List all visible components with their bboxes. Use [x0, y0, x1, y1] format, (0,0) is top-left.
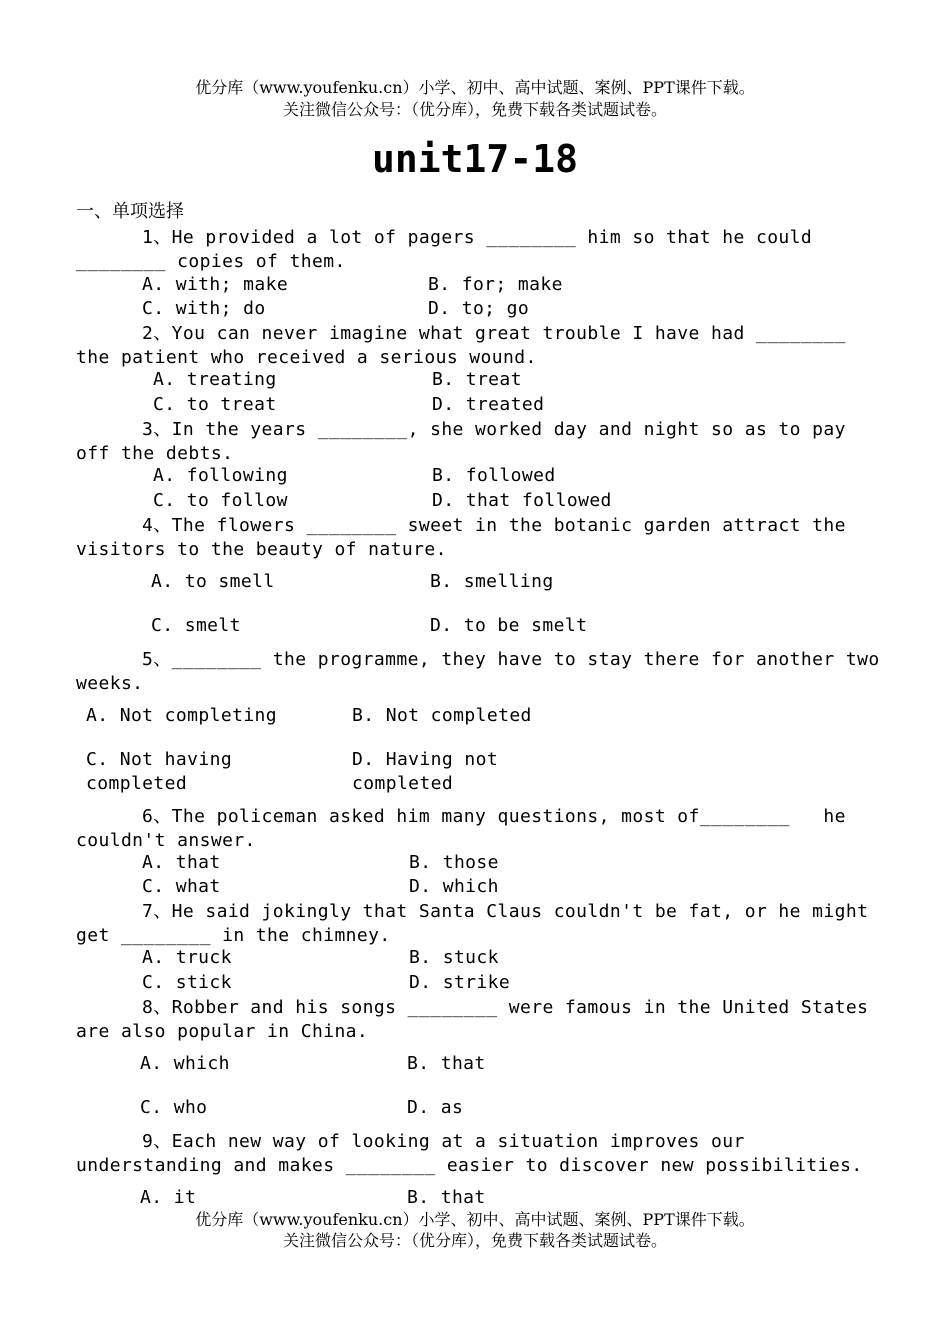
question-3-line-1: 3、In the years ________, she worked day and night so as to pay: [142, 419, 846, 440]
question-4-option-d: D. to be smelt: [430, 615, 588, 636]
question-8-option-c: C. who: [140, 1097, 208, 1118]
question-1-line-1: 1、He provided a lot of pagers ________ him so that he could: [142, 227, 813, 248]
question-8-line-2: are also popular in China.: [76, 1021, 369, 1042]
footer-line-1: 优分库（www.youfenku.cn）小学、初中、高中试题、案例、PPT课件下载。: [195, 1210, 755, 1229]
header-line-1: 优分库（www.youfenku.cn）小学、初中、高中试题、案例、PPT课件下载。: [195, 78, 755, 97]
question-5-option-c: C. Not having: [86, 749, 233, 770]
header-line-2: 关注微信公众号：（优分库），免费下载各类试题试卷。: [282, 100, 667, 119]
question-3-option-c: C. to follow: [153, 490, 288, 511]
question-5-option-d-cont: completed: [352, 773, 454, 794]
question-9-line-2: understanding and makes ________ easier to discover new possibilities.: [76, 1155, 863, 1176]
question-7-line-2: get ________ in the chimney.: [76, 925, 391, 946]
question-9-option-a: A. it: [140, 1187, 197, 1208]
question-7-option-c: C. stick: [142, 972, 232, 993]
question-6-line-2: couldn't answer.: [76, 830, 256, 851]
question-5-line-1: 5、________ the programme, they have to stay there for another two: [142, 649, 880, 670]
question-8-option-d: D. as: [407, 1097, 464, 1118]
question-4-line-1: 4、The flowers ________ sweet in the botanic garden attract the: [142, 515, 846, 536]
question-8-option-a: A. which: [140, 1053, 230, 1074]
question-6-option-b: B. those: [409, 852, 499, 873]
question-7-option-b: B. stuck: [409, 947, 499, 968]
question-6-option-d: D. which: [409, 876, 499, 897]
question-3-line-2: off the debts.: [76, 443, 234, 464]
question-3-option-a: A. following: [153, 465, 288, 486]
question-8-option-b: B. that: [407, 1053, 486, 1074]
question-2-option-d: D. treated: [432, 394, 545, 415]
question-2-line-1: 2、You can never imagine what great trouble I have had ________: [142, 323, 846, 344]
question-4-line-2: visitors to the beauty of nature.: [76, 539, 447, 560]
question-9-option-b: B. that: [407, 1187, 486, 1208]
question-4-option-b: B. smelling: [430, 571, 554, 592]
question-4-option-c: C. smelt: [151, 615, 241, 636]
question-6-line-1: 6、The policeman asked him many questions, most of________ he: [142, 806, 846, 827]
question-1-option-b: B. for; make: [428, 274, 563, 295]
question-3-option-b: B. followed: [432, 465, 556, 486]
question-3-option-d: D. that followed: [432, 490, 612, 511]
page-title: unit17-18: [372, 137, 578, 181]
question-2-option-a: A. treating: [153, 369, 277, 390]
question-8-line-1: 8、Robber and his songs ________ were famous in the United States: [142, 997, 869, 1018]
question-2-option-b: B. treat: [432, 369, 522, 390]
question-5-option-c-cont: completed: [86, 773, 188, 794]
footer-line-2: 关注微信公众号：（优分库），免费下载各类试题试卷。: [282, 1231, 667, 1250]
question-5-option-d: D. Having not: [352, 749, 499, 770]
question-1-option-d: D. to; go: [428, 298, 530, 319]
question-5-option-a: A. Not completing: [86, 705, 278, 726]
question-1-option-a: A. with; make: [142, 274, 289, 295]
question-2-line-2: the patient who received a serious wound.: [76, 347, 537, 368]
question-1-option-c: C. with; do: [142, 298, 266, 319]
question-6-option-a: A. that: [142, 852, 221, 873]
question-4-option-a: A. to smell: [151, 571, 275, 592]
question-2-option-c: C. to treat: [153, 394, 277, 415]
question-1-line-2: ________ copies of them.: [76, 251, 346, 272]
section-title: 一、单项选择: [76, 201, 184, 222]
question-7-option-a: A. truck: [142, 947, 232, 968]
question-5-option-b: B. Not completed: [352, 705, 532, 726]
question-7-option-d: D. strike: [409, 972, 511, 993]
question-9-line-1: 9、Each new way of looking at a situation improves our: [142, 1131, 745, 1152]
question-5-line-2: weeks.: [76, 673, 144, 694]
question-6-option-c: C. what: [142, 876, 221, 897]
question-7-line-1: 7、He said jokingly that Santa Claus couldn't be fat, or he might: [142, 901, 869, 922]
